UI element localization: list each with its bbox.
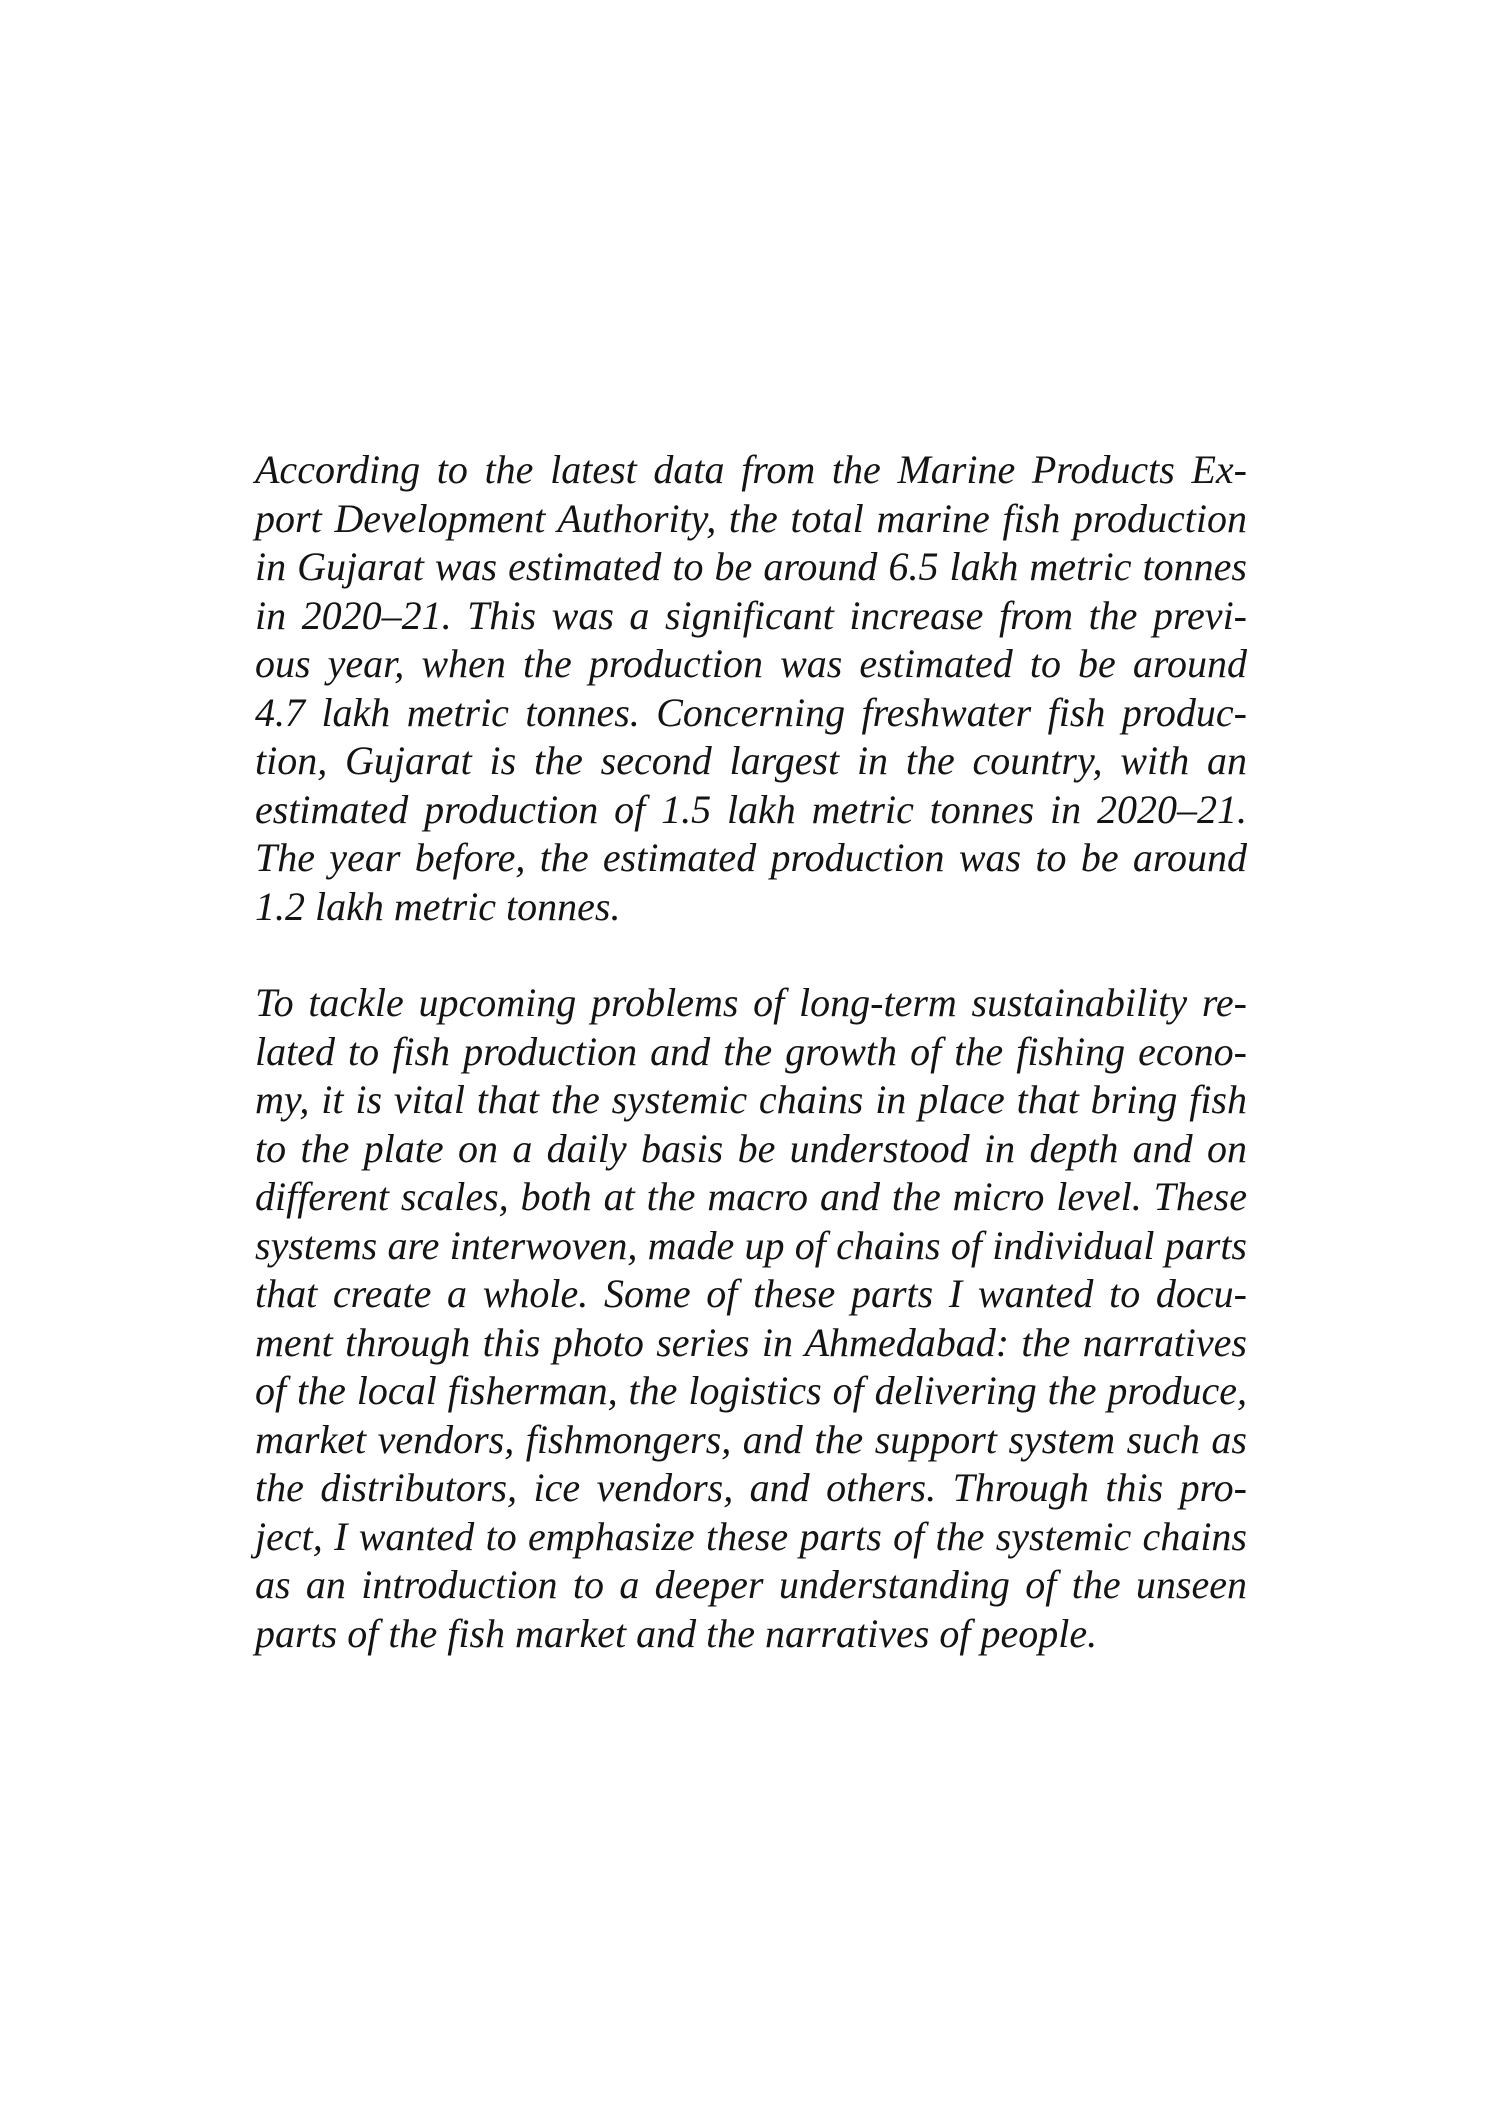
text-line: estimated production of 1.5 lakh metric tonnes in 2020–21.: [255, 786, 1247, 832]
text-block: [255, 446, 1247, 1706]
text-line: the distributors, ice vendors, and others. Through this pro-: [255, 1465, 1247, 1510]
text-line: According to the latest data from the Marine Products Ex-: [255, 447, 1247, 492]
text-line: ous year, when the production was estimated to be around: [255, 641, 1247, 686]
text-line: as an introduction to a deeper understanding of the unseen: [255, 1562, 1247, 1607]
text-line: in 2020–21. This was a significant increase from the previ-: [255, 592, 1247, 638]
text-line: port Development Authority, the total marine fish production: [255, 495, 1247, 541]
text-line: in Gujarat was estimated to be around 6.5 lakh metric tonnes: [255, 544, 1247, 589]
text-line: To tackle upcoming problems of long-term sustainability re-: [255, 980, 1247, 1025]
text-line: systems are interwoven, made up of chains of individual parts: [255, 1222, 1247, 1268]
text-line: parts of the fish market and the narratives of people.: [255, 1610, 1098, 1656]
text-line: 4.7 lakh metric tonnes. Concerning freshwater fish produc-: [255, 689, 1247, 735]
text-line: of the local fisherman, the logistics of delivering the produce,: [255, 1368, 1247, 1413]
text-line: 1.2 lakh metric tonnes.: [255, 883, 621, 929]
paragraph-fish-production: [255, 446, 1247, 931]
paragraph-photo-series: [255, 979, 1247, 1658]
text-line: my, it is vital that the systemic chains in place that bring fish: [255, 1077, 1247, 1122]
text-line: ject, I wanted to emphasize these parts of the systemic chains: [255, 1513, 1247, 1559]
text-line: to the plate on a daily basis be understood in depth and on: [255, 1125, 1247, 1171]
text-line: ment through this photo series in Ahmedabad: the narratives: [255, 1319, 1247, 1365]
text-line: that create a whole. Some of these parts I wanted to docu-: [255, 1271, 1247, 1316]
text-line: The year before, the estimated production was to be around: [255, 835, 1247, 880]
text-line: different scales, both at the macro and the micro level. These: [255, 1174, 1247, 1219]
text-line: market vendors, fishmongers, and the support system such as: [255, 1416, 1247, 1462]
text-line: lated to fish production and the growth of the fishing econo-: [255, 1028, 1247, 1074]
text-line: tion, Gujarat is the second largest in the country, with an: [255, 738, 1247, 783]
